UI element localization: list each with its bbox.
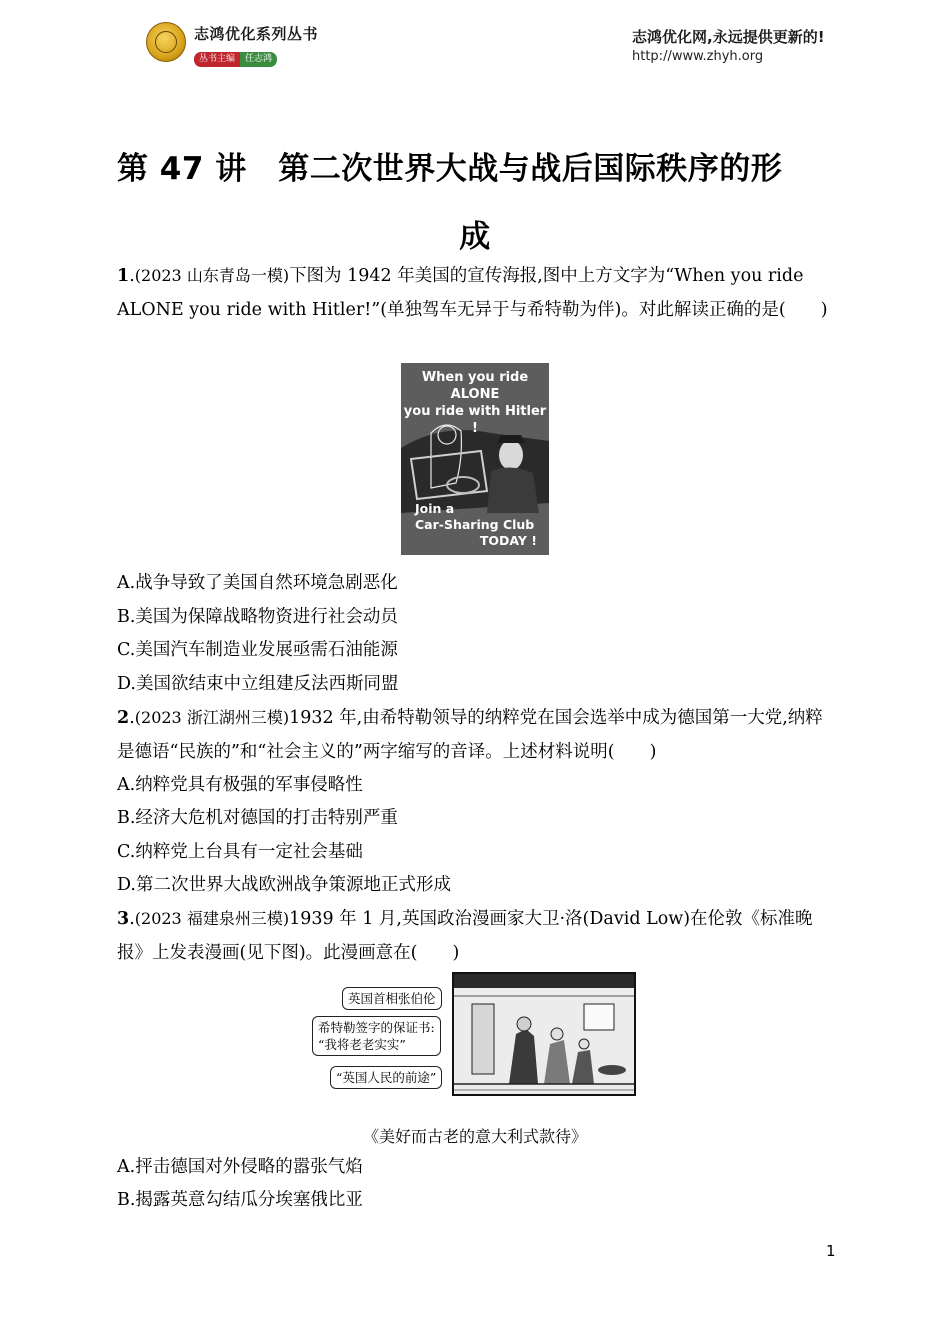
cartoon-callout-guarantee bbox=[312, 1016, 441, 1056]
poster-slogan-line3: TODAY ! bbox=[479, 533, 537, 548]
cartoon-callout-guarantee-line2: “我将老老实实” bbox=[318, 1037, 406, 1052]
question-1-option-c[interactable]: C.美国汽车制造业发展亟需石油能源 bbox=[117, 640, 398, 660]
political-cartoon-image bbox=[312, 972, 638, 1096]
question-number: 2 bbox=[117, 708, 130, 728]
poster-headline bbox=[401, 363, 549, 437]
editor-label: 丛书主编 bbox=[194, 52, 240, 67]
page-header bbox=[0, 0, 950, 82]
question-2-option-d[interactable]: D.第二次世界大战欧洲战争策源地正式形成 bbox=[117, 875, 451, 895]
question-2-option-c[interactable]: C.纳粹党上台具有一定社会基础 bbox=[117, 842, 363, 862]
question-source: (2023 山东青岛一模) bbox=[134, 266, 290, 285]
page-title-line1: 第 47 讲 第二次世界大战与战后国际秩序的形 bbox=[117, 151, 783, 187]
poster-slogan-line1: Join a bbox=[415, 501, 455, 516]
cartoon-callout-british-future: “英国人民的前途” bbox=[330, 1066, 442, 1089]
question-3-option-a[interactable]: A.抨击德国对外侵略的嚣张气焰 bbox=[117, 1157, 363, 1177]
page-title-line2: 成 bbox=[459, 219, 491, 255]
question-3-stem: 3.(2023 福建泉州三模)1939 年 1 月,英国政治漫画家大卫·洛(David Low)在伦敦《标准晚报》上发表漫画(见下图)。此漫画意在( ) bbox=[117, 909, 813, 963]
question-source: (2023 福建泉州三模) bbox=[134, 909, 290, 928]
cartoon-illustration bbox=[454, 974, 634, 1094]
question-1-stem: 1.(2023 山东青岛一模)下图为 1942 年美国的宣传海报,图中上方文字为“When you ride ALONE you ride with Hitler!”(单独驾车无异于与希特勒为伴)。对此解读正确的是( ) bbox=[117, 266, 828, 320]
propaganda-poster-image bbox=[401, 363, 549, 555]
poster-slogan-line2: Car-Sharing Club bbox=[415, 517, 535, 532]
series-title: 志鸿优化系列丛书 bbox=[194, 25, 319, 43]
question-2-option-a[interactable]: A.纳粹党具有极强的军事侵略性 bbox=[117, 775, 363, 795]
cartoon-scene bbox=[452, 972, 636, 1096]
page-number: 1 bbox=[826, 1242, 836, 1260]
page-title bbox=[117, 135, 833, 271]
question-number: 1 bbox=[117, 266, 130, 286]
header-slogan: 志鸿优化网,永远提供更新的! bbox=[632, 28, 825, 46]
question-1-option-b[interactable]: B.美国为保障战略物资进行社会动员 bbox=[117, 607, 398, 627]
poster-headline-line1: When you ride ALONE bbox=[421, 370, 529, 402]
question-source: (2023 浙江湖州三模) bbox=[134, 708, 290, 727]
question-3-option-b[interactable]: B.揭露英意勾结瓜分埃塞俄比亚 bbox=[117, 1190, 363, 1210]
question-2-option-b[interactable]: B.经济大危机对德国的打击特别严重 bbox=[117, 808, 398, 828]
series-logo-icon bbox=[146, 22, 186, 62]
question-2-stem: 2.(2023 浙江湖州三模)1932 年,由希特勒领导的纳粹党在国会选举中成为德国第一大党,纳粹是德语“民族的”和“社会主义的”两字缩写的音译。上述材料说明( ) bbox=[117, 708, 823, 762]
question-text: 1932 年,由希特勒领导的纳粹党在国会选举中成为德国第一大党,纳粹是德语“民族的”和“社会主义的”两字缩写的音译。上述材料说明( ) bbox=[117, 708, 823, 762]
question-text: 1939 年 1 月,英国政治漫画家大卫·洛(David Low)在伦敦《标准晚报》上发表漫画(见下图)。此漫画意在( ) bbox=[117, 909, 813, 963]
cartoon-callout-guarantee-line1: 希特勒签字的保证书: bbox=[318, 1020, 435, 1035]
editor-name: 任志鸿 bbox=[240, 52, 277, 67]
question-1-option-a[interactable]: A.战争导致了美国自然环境急剧恶化 bbox=[117, 573, 398, 593]
poster-headline-line2: you ride with Hitler ! bbox=[403, 404, 547, 436]
cartoon-caption: 《美好而古老的意大利式款待》 bbox=[362, 1127, 587, 1146]
header-url[interactable]: http://www.zhyh.org bbox=[632, 49, 764, 64]
question-1-option-d[interactable]: D.美国欲结束中立组建反法西斯同盟 bbox=[117, 674, 399, 694]
cartoon-callout-chamberlain: 英国首相张伯伦 bbox=[342, 987, 442, 1010]
editor-badge bbox=[194, 46, 277, 64]
question-number: 3 bbox=[117, 909, 130, 929]
poster-slogan bbox=[401, 501, 549, 549]
question-text: 下图为 1942 年美国的宣传海报,图中上方文字为“When you ride ALONE you ride with Hitler!”(单独驾车无异于与希特勒为伴)。对此解读正确的是( ) bbox=[117, 266, 828, 320]
